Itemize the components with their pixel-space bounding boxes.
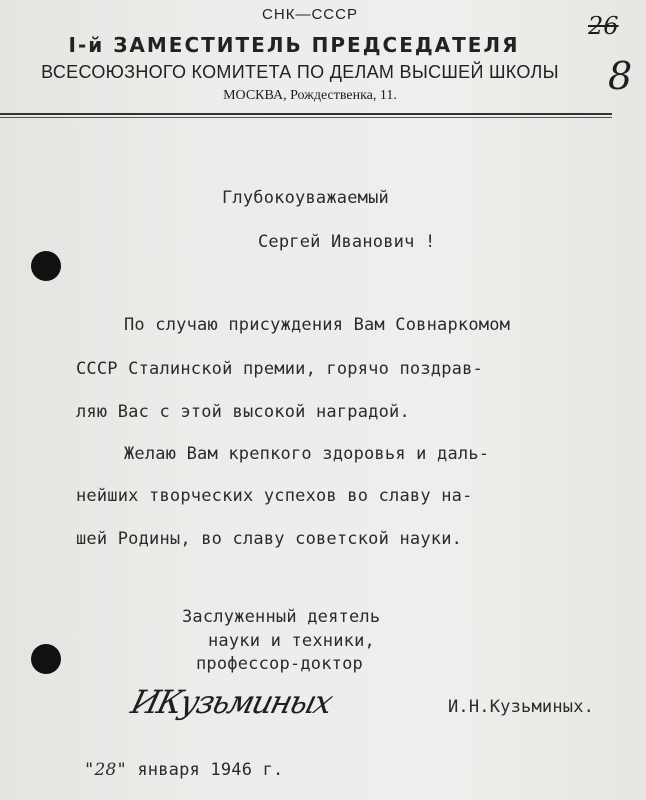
date-month-year: января 1946 г. (137, 760, 284, 780)
salutation-line: Глубокоуважаемый (222, 188, 389, 208)
crossed-archive-number: 26 (588, 12, 619, 40)
body-line: СССР Сталинской премии, горячо поздрав- (76, 359, 483, 379)
letterhead-rule (0, 113, 612, 115)
body-line: По случаю присуждения Вам Совнаркомом (124, 315, 511, 335)
letterhead-title: І-й ЗАМЕСТИТЕЛЬ ПРЕДСЕДАТЕЛЯ (68, 33, 520, 57)
punch-hole (31, 251, 61, 281)
letterhead-rule-thin (0, 117, 612, 118)
letterhead-agency: СНК—СССР (262, 6, 358, 23)
date-quote-open: " (84, 760, 95, 780)
body-line: Желаю Вам крепкого здоровья и даль- (124, 444, 490, 464)
body-line: шей Родины, во славу советской науки. (76, 529, 463, 549)
signer-title-line: науки и техники, (208, 631, 375, 651)
signer-name: И.Н.Кузьминых. (448, 697, 595, 717)
body-line: нейших творческих успехов во славу на- (76, 486, 473, 506)
signer-title-line: профессор-доктор (196, 654, 363, 674)
letterhead-committee: ВСЕСОЮЗНОГО КОМИТЕТА ПО ДЕЛАМ ВЫСШЕЙ ШКОЛЫ (41, 62, 559, 82)
letter-date (84, 760, 283, 780)
salutation-name: Сергей Иванович ! (258, 232, 436, 252)
handwritten-signature: ИКузьминых (127, 683, 336, 721)
body-line: ляю Вас с этой высокой наградой. (76, 402, 410, 422)
date-quote-close: " (116, 760, 127, 780)
letterhead-address: МОСКВА, Рождественка, 11. (223, 88, 397, 103)
signer-title-line: Заслуженный деятель (182, 607, 381, 627)
date-day: 28 (94, 760, 117, 780)
archive-page-number: 8 (608, 54, 633, 98)
punch-hole (31, 644, 61, 674)
